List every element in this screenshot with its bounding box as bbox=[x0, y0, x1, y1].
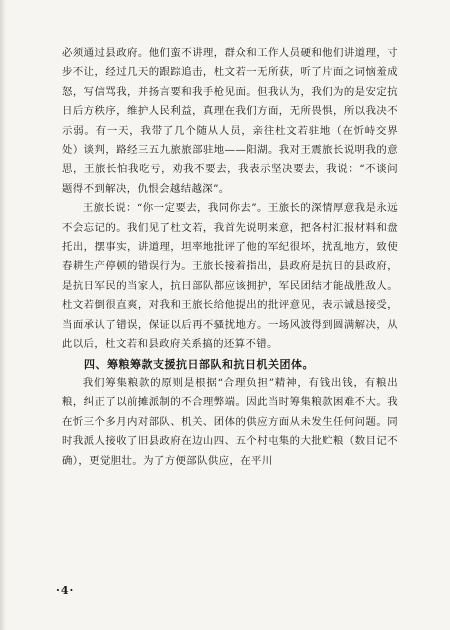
page-body bbox=[62, 44, 398, 471]
body-paragraph-2: 王旅长说：“你一定要去，我同你去”。王旅长的深情厚意我是永远不会忘记的。我们见了杜文若，我首先说明来意，把各村汇报材料和盘托出，摆事实，讲道理，坦率地批评了他的军纪很坏，扰乱地方，致使春耕生产停顿的错误行为。王旅长接着指出，县政府是抗日的县政府，是抗日军民的当家人，抗日部队都应该拥护，军民团结才能战胜敌人。杜文若倒很直爽，对我和王旅长给他提出的批评意见，表示诚恳接受，当面承认了错误，保证以后再不骚扰地方。一场风波得到圆满解决，从此以后，杜文若和县政府关系搞的还算不错。 bbox=[62, 202, 398, 351]
body-paragraph-1: 必须通过县政府。他们蛮不讲理，群众和工作人员硬和他们讲道理，寸步不让，经过几天的跟踪追击，杜文若一无所获，听了片面之词恼羞成怒，写信骂我，并扬言要和我手枪见面。但我认为，我们为的是安定抗日后方秩序，维护人民利益，真理在我们方面，无所畏惧，所以我决不示弱。有一天，我带了几个随从人员，亲往杜文若驻地（在忻峙交界处）谈判，路经三五九旅旅部驻地——阳湖。我对王震旅长说明我的意思，王旅长怕我吃亏，劝我不要去，我表示坚决要去，我说：“不谈问题得不到解决，仇恨会越结越深”。 bbox=[62, 47, 398, 195]
scan-edge-shadow bbox=[0, 0, 6, 630]
section-heading: 四、筹粮筹款支援抗日部队和抗日机关团体。 bbox=[84, 357, 314, 371]
body-paragraph-3: 我们筹集粮款的原则是根据“合理负担”精神，有钱出钱，有粮出粮，纠正了以前摊派制的不合理弊端。因此当时筹集粮款困难不大。我在忻三个多月内对部队、机关、团体的供应方面从未发生任何问题。同时我派人接收了旧县政府在边山四、五个村屯集的大批贮粮（数目记不确），更觉胆壮。为了方便部队供应，在平川 bbox=[62, 376, 398, 467]
page-number: ·4· bbox=[56, 584, 75, 597]
